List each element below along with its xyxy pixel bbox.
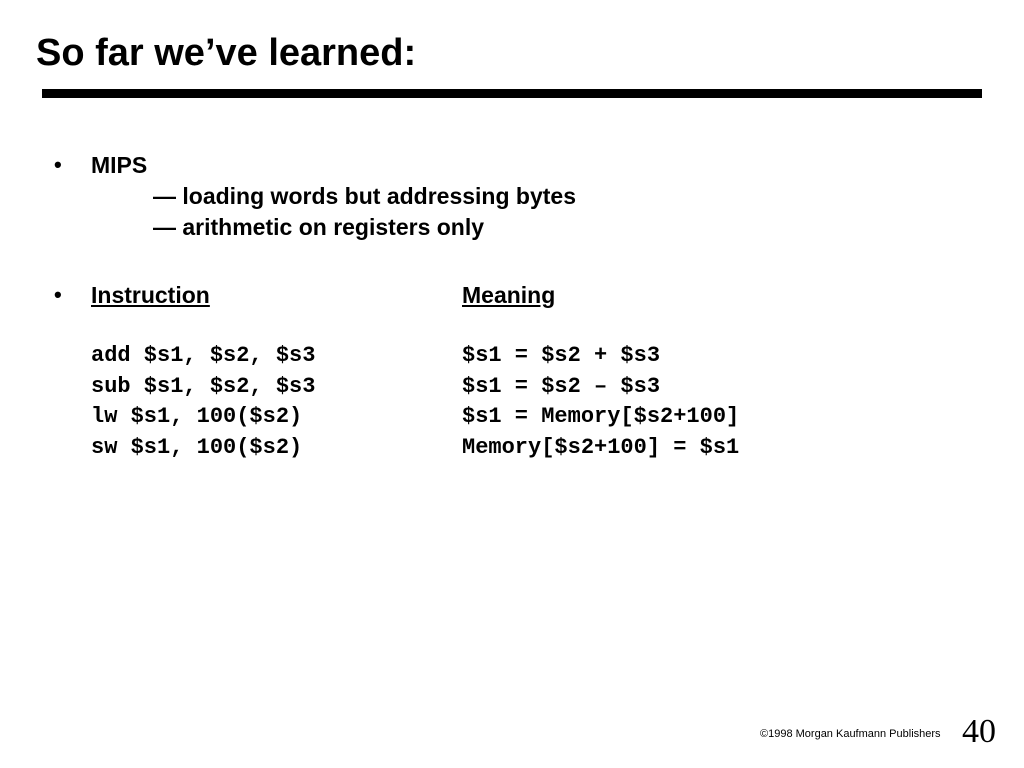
copyright-notice: ©1998 Morgan Kaufmann Publishers (760, 728, 941, 740)
slide-title: So far we’ve learned: (36, 32, 417, 74)
meaning-cell: $s1 = $s2 + $s3 (462, 343, 661, 368)
instruction-cell: sw $s1, 100($s2) (91, 435, 303, 460)
section-heading-mips: MIPS (91, 152, 148, 178)
bullet-icon: • (54, 152, 62, 177)
meaning-cell: Memory[$s2+100] = $s1 (462, 435, 740, 460)
bullet-icon: • (54, 282, 62, 307)
column-header-instruction: Instruction (91, 282, 210, 308)
instruction-cell: add $s1, $s2, $s3 (91, 343, 316, 368)
page-number: 40 (962, 713, 996, 750)
meaning-cell: $s1 = Memory[$s2+100] (462, 404, 740, 429)
title-divider (42, 89, 982, 98)
column-header-meaning: Meaning (462, 282, 556, 308)
sub-item: — loading words but addressing bytes (153, 183, 576, 209)
instruction-cell: sub $s1, $s2, $s3 (91, 374, 316, 399)
meaning-cell: $s1 = $s2 – $s3 (462, 374, 661, 399)
sub-item: — arithmetic on registers only (153, 214, 485, 240)
instruction-cell: lw $s1, 100($s2) (91, 404, 303, 429)
